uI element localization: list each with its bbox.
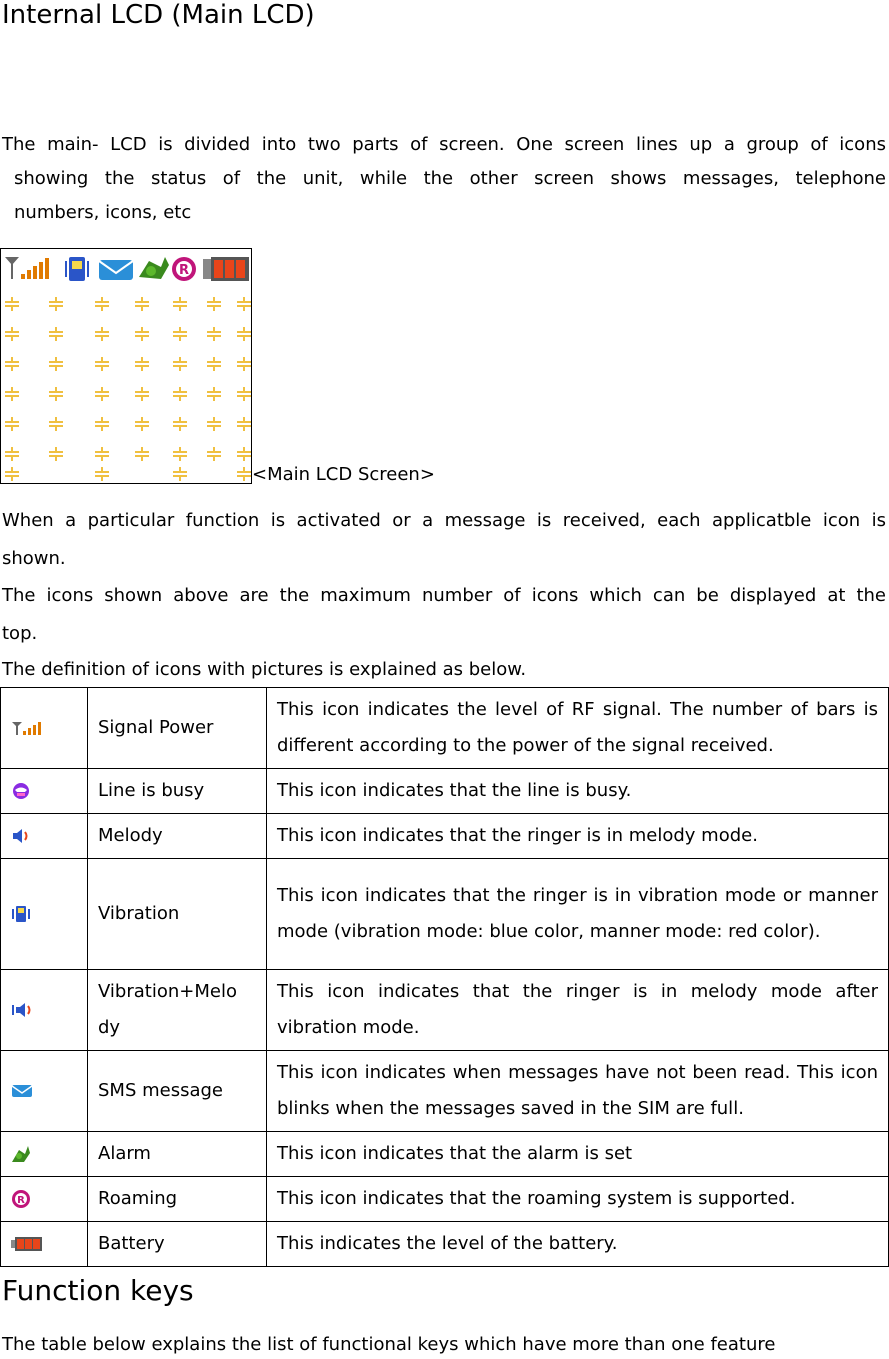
main-lcd-screen — [0, 248, 252, 484]
intro-line-1: The main- LCD is divided into two parts of screen. One screen lines up a group of icons — [2, 134, 886, 155]
table-row — [1, 1177, 889, 1222]
battery-icon — [11, 1236, 43, 1252]
lcd-caption: <Main LCD Screen> — [252, 464, 435, 485]
lcd-placeholder-symbol — [5, 417, 19, 431]
table-row — [1, 859, 889, 970]
icon-description: This icon indicates when messages have not been read. This icon blinks when the messages saved in the SIM are full. — [267, 1051, 889, 1132]
lcd-symbol-grid — [5, 267, 251, 481]
lcd-placeholder-symbol — [135, 387, 149, 401]
table-row — [1, 970, 889, 1051]
table-row — [1, 1051, 889, 1132]
vibration-melody-icon — [11, 1001, 35, 1019]
lcd-placeholder-symbol — [5, 357, 19, 371]
lcd-placeholder-symbol — [207, 297, 221, 311]
paragraph-activation-line-2: shown. — [2, 548, 66, 569]
intro-line-3: numbers, icons, etc — [14, 202, 192, 223]
icon-description: This icon indicates that the alarm is set — [267, 1132, 889, 1177]
icon-cell — [1, 814, 88, 859]
melody-icon — [11, 828, 31, 844]
icon-cell — [1, 1222, 88, 1267]
icon-cell — [1, 688, 88, 769]
lcd-placeholder-symbol — [135, 447, 149, 461]
signal-icon — [11, 720, 47, 736]
paragraph-activation — [2, 502, 886, 578]
lcd-placeholder-symbol — [135, 297, 149, 311]
intro-line-2: showing the status of the unit, while the other screen shows messages, telephone — [14, 168, 886, 189]
lcd-placeholder-symbol — [49, 357, 63, 371]
roaming-icon — [11, 1189, 31, 1209]
table-row — [1, 769, 889, 814]
lcd-placeholder-symbol — [5, 297, 19, 311]
table-row — [1, 1132, 889, 1177]
lcd-placeholder-symbol — [207, 447, 221, 461]
lcd-placeholder-symbol — [173, 327, 187, 341]
icon-cell — [1, 970, 88, 1051]
icon-description: This icon indicates that the ringer is in melody mode. — [267, 814, 889, 859]
lcd-placeholder-symbol — [5, 467, 19, 481]
icon-name-line-1: Vibration+Melo — [98, 981, 237, 1002]
lcd-placeholder-symbol — [173, 387, 187, 401]
lcd-placeholder-symbol — [207, 417, 221, 431]
lcd-placeholder-symbol — [95, 467, 109, 481]
lcd-placeholder-symbol — [173, 297, 187, 311]
lcd-screen-image — [1, 249, 251, 483]
lcd-battery-icon — [203, 257, 249, 281]
icon-name-line-2: dy — [98, 1017, 121, 1038]
lcd-placeholder-symbol — [135, 327, 149, 341]
lcd-placeholder-symbol — [135, 357, 149, 371]
icon-description: This icon indicates the level of RF signal. The number of bars is different according to the power of the signal received. — [267, 688, 889, 769]
lcd-placeholder-symbol — [173, 417, 187, 431]
vibration-icon — [11, 904, 31, 924]
lcd-vibration-icon — [65, 257, 89, 281]
lcd-placeholder-symbol — [95, 387, 109, 401]
lcd-placeholder-symbol — [49, 387, 63, 401]
lcd-placeholder-symbol — [95, 417, 109, 431]
icon-cell — [1, 769, 88, 814]
intro-paragraph — [2, 128, 886, 230]
icon-cell — [1, 1177, 88, 1222]
paragraph-definition: The definition of icons with pictures is explained as below. — [2, 659, 527, 680]
table-row — [1, 688, 889, 769]
lcd-placeholder-symbol — [237, 297, 251, 311]
line-busy-icon — [11, 782, 31, 800]
lcd-placeholder-symbol — [237, 327, 251, 341]
paragraph-activation-line-1: When a particular function is activated or a message is received, each applicatble icon is — [2, 510, 886, 531]
lcd-placeholder-symbol — [237, 417, 251, 431]
icon-name: Vibration — [88, 859, 267, 970]
lcd-placeholder-symbol — [95, 357, 109, 371]
icon-cell — [1, 1051, 88, 1132]
lcd-placeholder-symbol — [207, 357, 221, 371]
paragraph-max-icons — [2, 577, 886, 653]
icon-name: Roaming — [88, 1177, 267, 1222]
lcd-placeholder-symbol — [237, 447, 251, 461]
icon-name: Line is busy — [88, 769, 267, 814]
lcd-placeholder-symbol — [5, 447, 19, 461]
table-row — [1, 814, 889, 859]
lcd-placeholder-symbol — [95, 297, 109, 311]
icon-description: This indicates the level of the battery. — [267, 1222, 889, 1267]
svg-text:R: R — [17, 1195, 25, 1206]
lcd-placeholder-symbol — [49, 417, 63, 431]
function-keys-intro: The table below explains the list of functional keys which have more than one feature — [2, 1334, 776, 1355]
lcd-placeholder-symbol — [207, 387, 221, 401]
page-title: Internal LCD (Main LCD) — [2, 0, 315, 30]
lcd-sms-icon — [99, 260, 133, 280]
lcd-placeholder-symbol — [95, 447, 109, 461]
icon-name: SMS message — [88, 1051, 267, 1132]
icon-description: This icon indicates that the ringer is in melody mode after vibration mode. — [267, 970, 889, 1051]
lcd-placeholder-symbol — [49, 297, 63, 311]
icon-description: This icon indicates that the ringer is in vibration mode or manner mode (vibration mode: blue color, manner mode: red color). — [267, 859, 889, 970]
alarm-icon — [11, 1145, 31, 1163]
icon-description: This icon indicates that the line is busy. — [267, 769, 889, 814]
table-row — [1, 1222, 889, 1267]
lcd-placeholder-symbol — [237, 467, 251, 481]
lcd-placeholder-symbol — [5, 327, 19, 341]
lcd-roaming-icon — [172, 257, 196, 281]
lcd-placeholder-symbol — [135, 417, 149, 431]
icon-name: Melody — [88, 814, 267, 859]
icon-name: Alarm — [88, 1132, 267, 1177]
lcd-placeholder-symbol — [49, 327, 63, 341]
lcd-placeholder-symbol — [173, 467, 187, 481]
paragraph-max-icons-line-1: The icons shown above are the maximum number of icons which can be displayed at the — [2, 585, 886, 606]
lcd-alarm-icon — [139, 257, 169, 279]
lcd-placeholder-symbol — [173, 447, 187, 461]
section-title-function-keys: Function keys — [2, 1274, 194, 1307]
lcd-placeholder-symbol — [95, 327, 109, 341]
icon-definition-table — [0, 687, 889, 1267]
lcd-signal-icon — [5, 257, 49, 279]
icon-cell — [1, 1132, 88, 1177]
icon-name: Battery — [88, 1222, 267, 1267]
lcd-placeholder-symbol — [5, 387, 19, 401]
lcd-placeholder-symbol — [207, 327, 221, 341]
lcd-placeholder-symbol — [173, 357, 187, 371]
icon-name: Signal Power — [88, 688, 267, 769]
lcd-placeholder-symbol — [237, 387, 251, 401]
sms-icon — [11, 1084, 33, 1098]
lcd-placeholder-symbol — [237, 357, 251, 371]
svg-text:R: R — [178, 263, 190, 278]
icon-description: This icon indicates that the roaming system is supported. — [267, 1177, 889, 1222]
icon-cell — [1, 859, 88, 970]
paragraph-max-icons-line-2: top. — [2, 623, 38, 644]
lcd-placeholder-symbol — [49, 447, 63, 461]
icon-name — [88, 970, 267, 1051]
